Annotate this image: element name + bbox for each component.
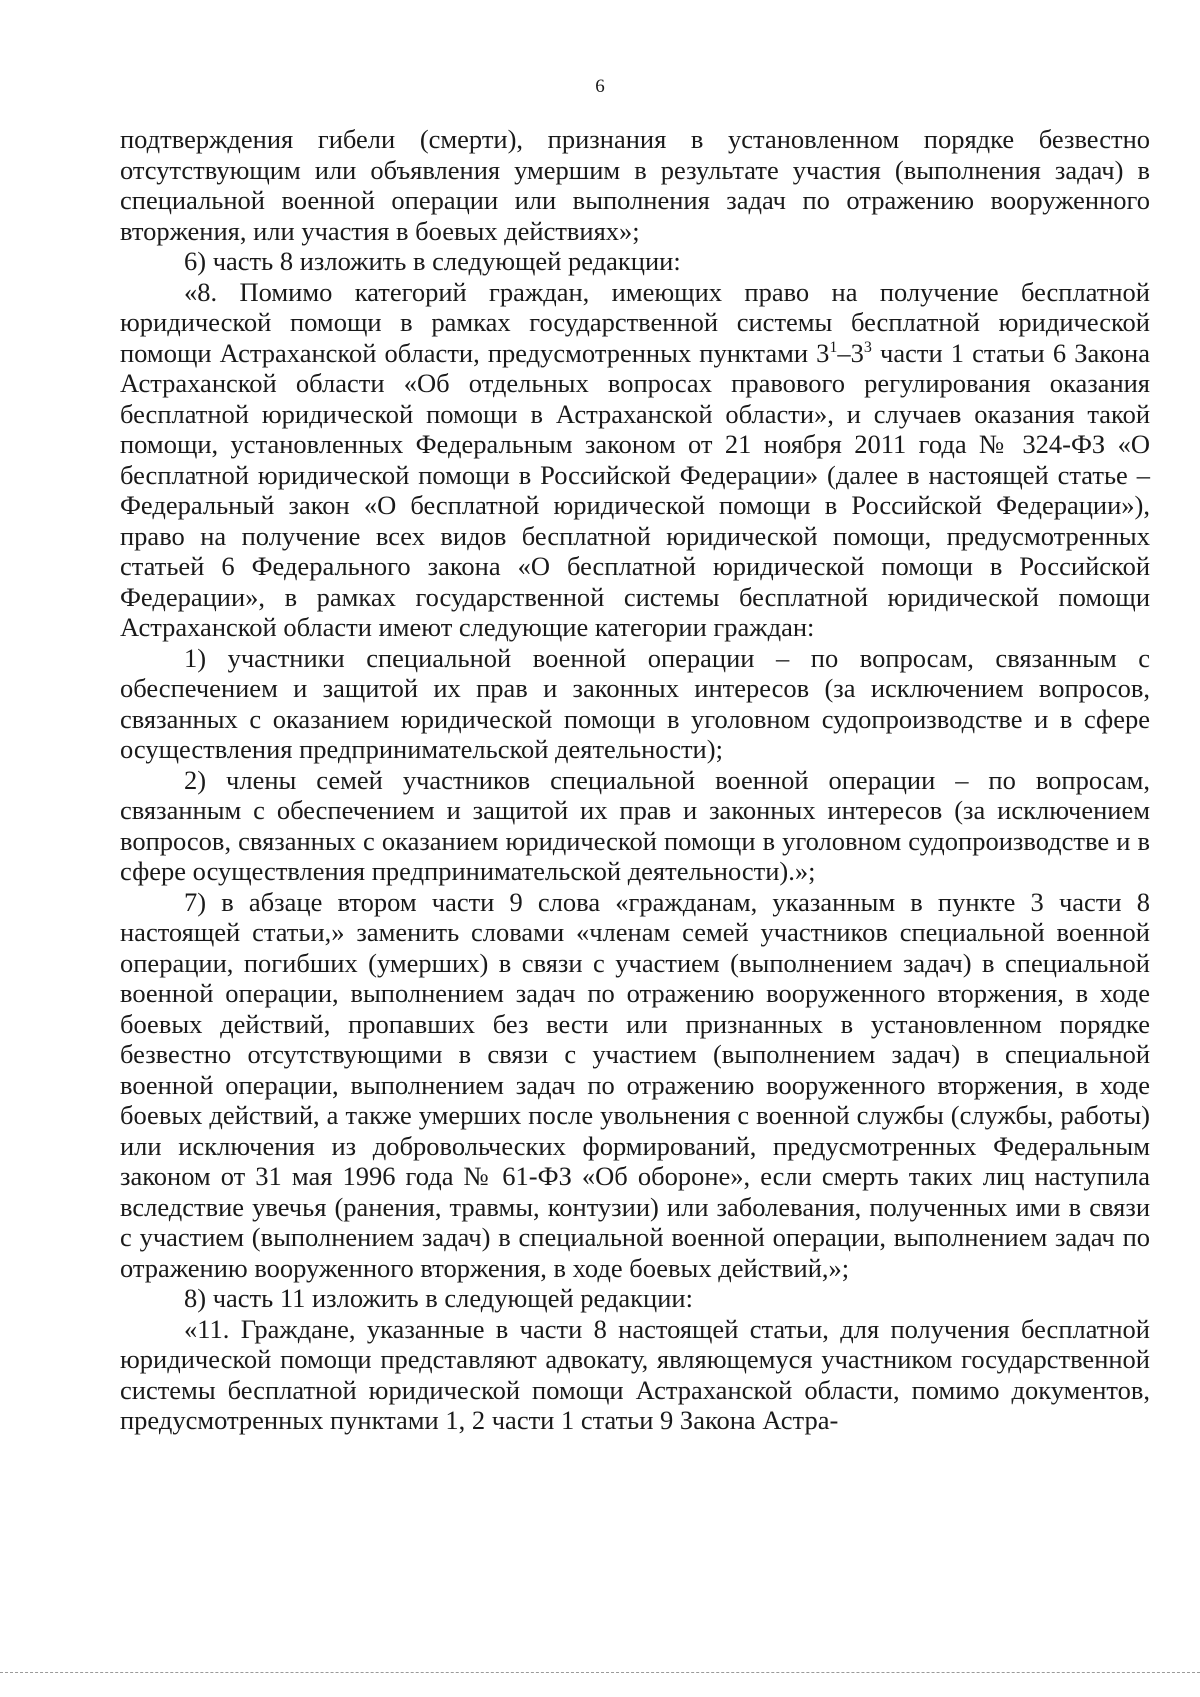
paragraph-part-8-range: –3	[837, 337, 864, 368]
document-body	[120, 124, 1150, 1436]
bottom-divider	[0, 1672, 1200, 1673]
paragraph-part-11: «11. Граждане, указанные в части 8 настоящей статьи, для получения бесплатной юридической помощи представляют адвокату, являющемуся участником государственной системы бесплатной юридической помощи Астраханской области, помимо документов, предусмотренных пунктами 1, 2 части 1 статьи 9 Закона Астра-	[120, 1313, 1150, 1435]
paragraph-part-8-text-end: части 1 статьи 6 Закона Астраханской области «Об отдельных вопросах правового регулирования оказания бесплатной юридической помощи в Астраханской области», и случаев оказания такой помощи, установленных Федеральным законом от 21 ноября 2011 года № 324-ФЗ «О бесплатной юридической помощи в Российской Федерации» (далее в настоящей статье – Федеральный закон «О бесплатной юридической помощи в Российской Федерации»), право на получение всех видов бесплатной юридической помощи, предусмотренных статьей 6 Федерального закона «О бесплатной юридической помощи в Российской Федерации», в рамках государственной системы бесплатной юридической помощи Астраханской области имеют следующие категории граждан:	[120, 337, 1150, 642]
superscript-3: 3	[863, 338, 872, 356]
paragraph-item-7: 7) в абзаце втором части 9 слова «гражданам, указанным в пункте 3 части 8 настоящей статьи,» заменить словами «членам семей участников специальной военной операции, погибших (умерших) в связи с участием (выполнением задач) в специальной военной операции, выполнением задач по отражению вооруженного вторжения, в ходе боевых действий, пропавших без вести или признанных в установленном порядке безвестно отсутствующими в связи с участием (выполнением задач) в специальной военной операции, выполнением задач по отражению вооруженного вторжения, в ходе боевых действий, а также умерших после увольнения с военной службы (службы, работы) или исключения из добровольческих формирований, предусмотренных Федеральным законом от 31 мая 1996 года № 61-ФЗ «Об обороне», если смерть таких лиц наступила вследствие увечья (ранения, травмы, контузии) или заболевания, полученных ими в связи с участием (выполнением задач) в специальной военной операции, выполнением задач по отражению вооруженного вторжения, в ходе боевых действий,»;	[120, 886, 1150, 1283]
paragraph-part-8-text-start: «8. Помимо категорий граждан, имеющих право на получение бесплатной юридической помощи в рамках государственной системы бесплатной юридической помощи Астраханской области, предусмотренных пунктами 3	[120, 276, 1150, 368]
superscript-1: 1	[829, 338, 838, 356]
paragraph-item-6: 6) часть 8 изложить в следующей редакции:	[184, 246, 681, 276]
paragraph-item-8: 8) часть 11 изложить в следующей редакции:	[184, 1283, 693, 1313]
paragraph-continuation: подтверждения гибели (смерти), признания в установленном порядке безвестно отсутствующим или объявления умершим в результате участия (выполнения задач) в специальной военной операции или выполнения задач по отражению вооруженного вторжения, или участия в боевых действиях»;	[120, 124, 1150, 246]
paragraph-subitem-2: 2) члены семей участников специальной военной операции – по вопросам, связанным с обеспечением и защитой их прав и законных интересов (за исключением вопросов, связанных с оказанием юридической помощи в уголовном судопроизводстве и в сфере осуществления предпринимательской деятельности).»;	[120, 764, 1150, 886]
page-number: 6	[595, 76, 605, 97]
paragraph-subitem-1: 1) участники специальной военной операции – по вопросам, связанным с обеспечением и защитой их прав и законных интересов (за исключением вопросов, связанных с оказанием юридической помощи в уголовном судопроизводстве и в сфере осуществления предпринимательской деятельности);	[120, 642, 1150, 764]
paragraph-part-8	[120, 277, 1150, 643]
